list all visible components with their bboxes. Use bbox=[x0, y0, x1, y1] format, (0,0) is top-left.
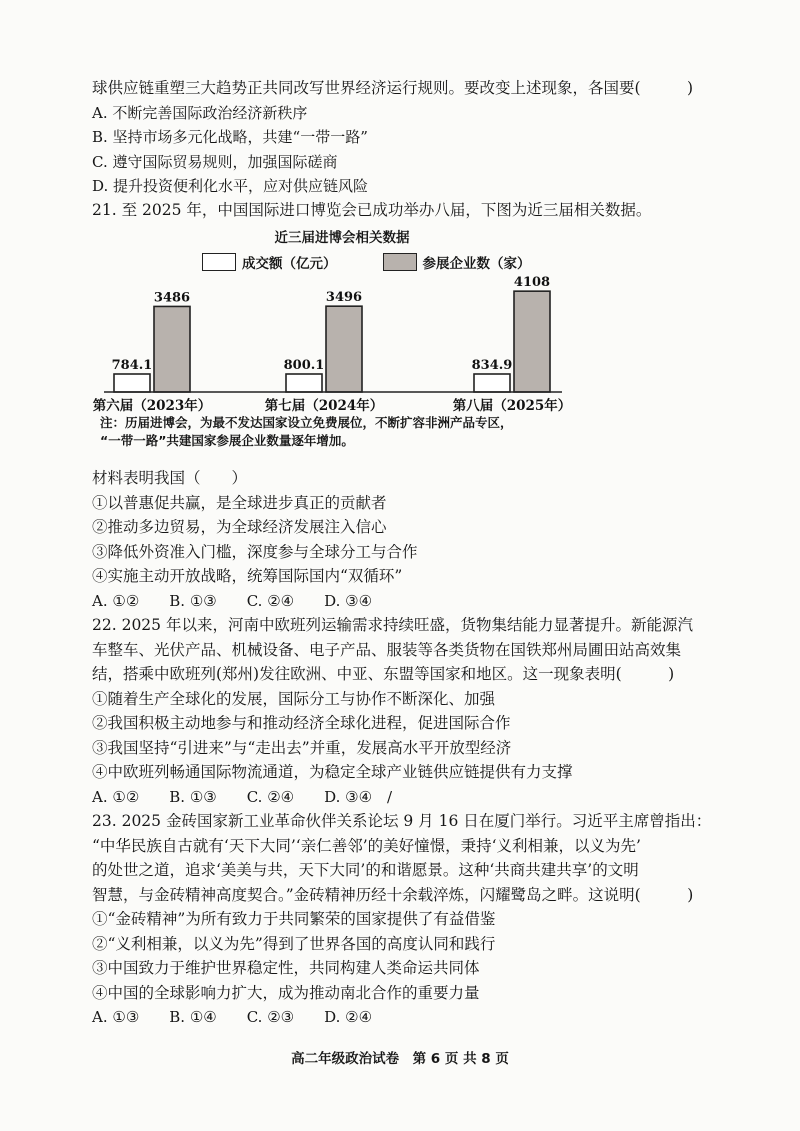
q23-statement-1: ①“金砖精神”为所有致力于共同繁荣的国家提供了有益借鉴 bbox=[92, 910, 496, 928]
q23-stem-line-2: “中华民族自古就有‘天下大同’‘亲仁善邻’的美好憧憬，秉持‘义利相兼，以义为先’ bbox=[92, 837, 641, 855]
chart-title: 近三届进博会相关数据 bbox=[274, 230, 410, 246]
chart-note-line-2: “一带一路”共建国家参展企业数量逐年增加。 bbox=[100, 433, 354, 448]
q23-statement-4: ④中国的全球影响力扩大，成为推动南北合作的重要力量 bbox=[92, 984, 480, 1002]
data-label-deal-value-3: 834.9 bbox=[471, 358, 513, 373]
q22-statement-3: ③我国坚持“引进来”与“走出去”并重，发展高水平开放型经济 bbox=[92, 739, 512, 757]
q23-statement-3: ③中国致力于维护世界稳定性，共同构建人类命运共同体 bbox=[92, 959, 480, 977]
q22-stem-line-1: 22. 2025 年以来，河南中欧班列运输需求持续旺盛，货物集结能力显著提升。新能源汽 bbox=[92, 616, 693, 634]
bar-exhibitors-3 bbox=[514, 291, 550, 392]
data-label-exhibitors-1: 3486 bbox=[153, 290, 191, 306]
bar-deal-value-1 bbox=[114, 374, 150, 392]
q21-prompt: 材料表明我国（ ） bbox=[92, 469, 248, 487]
bar-deal-value-2 bbox=[286, 374, 322, 392]
q21-statement-1: ①以普惠促共赢，是全球进步真正的贡献者 bbox=[92, 494, 387, 512]
bar-exhibitors-2 bbox=[326, 306, 362, 392]
data-label-deal-value-1: 784.1 bbox=[111, 358, 153, 373]
legend-label-deal-value: 成交额（亿元） bbox=[242, 256, 337, 272]
q20-option-a: A. 不断完善国际政治经济新秩序 bbox=[92, 104, 308, 122]
bar-deal-value-3 bbox=[474, 374, 510, 392]
legend-label-exhibitors: 参展企业数（家） bbox=[422, 256, 531, 272]
q20-option-d: D. 提升投资便利化水平，应对供应链风险 bbox=[92, 177, 369, 195]
q23-stem-line-1: 23. 2025 金砖国家新工业革命伙伴关系论坛 9 月 16 日在厦门举行。习近平主席曾指出： bbox=[92, 812, 712, 830]
q22-statement-2: ②我国积极主动地参与和推动经济全球化进程，促进国际合作 bbox=[92, 714, 511, 732]
q23-choices: A. ①③ B. ①④ C. ②③ D. ②④ bbox=[92, 1008, 373, 1026]
bar-exhibitors-1 bbox=[154, 306, 190, 392]
q22-choices: A. ①② B. ①③ C. ②④ D. ③④ / bbox=[92, 788, 393, 806]
q22-stem-line-3: 结，搭乘中欧班列(郑州)发往欧洲、中亚、东盟等国家和地区。这一现象表明( ) bbox=[92, 665, 675, 683]
q22-statement-4: ④中欧班列畅通国际物流通道，为稳定全球产业链供应链提供有力支撑 bbox=[92, 763, 573, 781]
q21-choices: A. ①② B. ①③ C. ②④ D. ③④ bbox=[92, 592, 373, 610]
q23-stem-line-3: 的处世之道，追求‘美美与共，天下大同’的和谐愿景。这种‘共商共建共享’的文明 bbox=[92, 861, 639, 879]
category-label-2: 第七届（2024年） bbox=[264, 398, 384, 414]
data-label-exhibitors-3: 4108 bbox=[513, 275, 551, 291]
page-footer: 高二年级政治试卷 第 6 页 共 8 页 bbox=[291, 1051, 509, 1067]
q21-statement-3: ③降低外资准入门槛，深度参与全球分工与合作 bbox=[92, 543, 418, 561]
data-label-deal-value-2: 800.1 bbox=[283, 358, 325, 373]
category-label-3: 第八届（2025年） bbox=[452, 398, 572, 414]
q23-stem-line-4: 智慧，与金砖精神高度契合。”金砖精神历经十余载淬炼，闪耀鹭岛之畔。这说明( ) bbox=[92, 886, 694, 904]
chart-note-line-1: 注：历届进博会，为最不发达国家设立免费展位，不断扩容非洲产品专区， bbox=[100, 415, 513, 430]
q20-stem-tail: 球供应链重塑三大趋势正共同改写世界经济运行规则。要改变上述现象，各国要( ) bbox=[92, 79, 694, 97]
q21-stem: 21. 至 2025 年，中国国际进口博览会已成功举办八届，下图为近三届相关数据。 bbox=[92, 201, 652, 219]
q20-option-c: C. 遵守国际贸易规则，加强国际磋商 bbox=[92, 153, 338, 171]
data-label-exhibitors-2: 3496 bbox=[325, 290, 363, 306]
q20-option-b: B. 坚持市场多元化战略，共建“一带一路” bbox=[92, 128, 368, 146]
q23-statement-2: ②“义利相兼，以义为先”得到了世界各国的高度认同和践行 bbox=[92, 935, 496, 953]
category-label-1: 第六届（2023年） bbox=[92, 398, 212, 414]
q22-stem-line-2: 车整车、光伏产品、机械设备、电子产品、服装等各类货物在国铁郑州局圃田站高效集 bbox=[92, 641, 682, 659]
q21-statement-4: ④实施主动开放战略，统筹国际国内“双循环” bbox=[92, 567, 403, 585]
q22-statement-1: ①随着生产全球化的发展，国际分工与协作不断深化、加强 bbox=[92, 690, 496, 708]
q21-statement-2: ②推动多边贸易，为全球经济发展注入信心 bbox=[92, 518, 387, 536]
